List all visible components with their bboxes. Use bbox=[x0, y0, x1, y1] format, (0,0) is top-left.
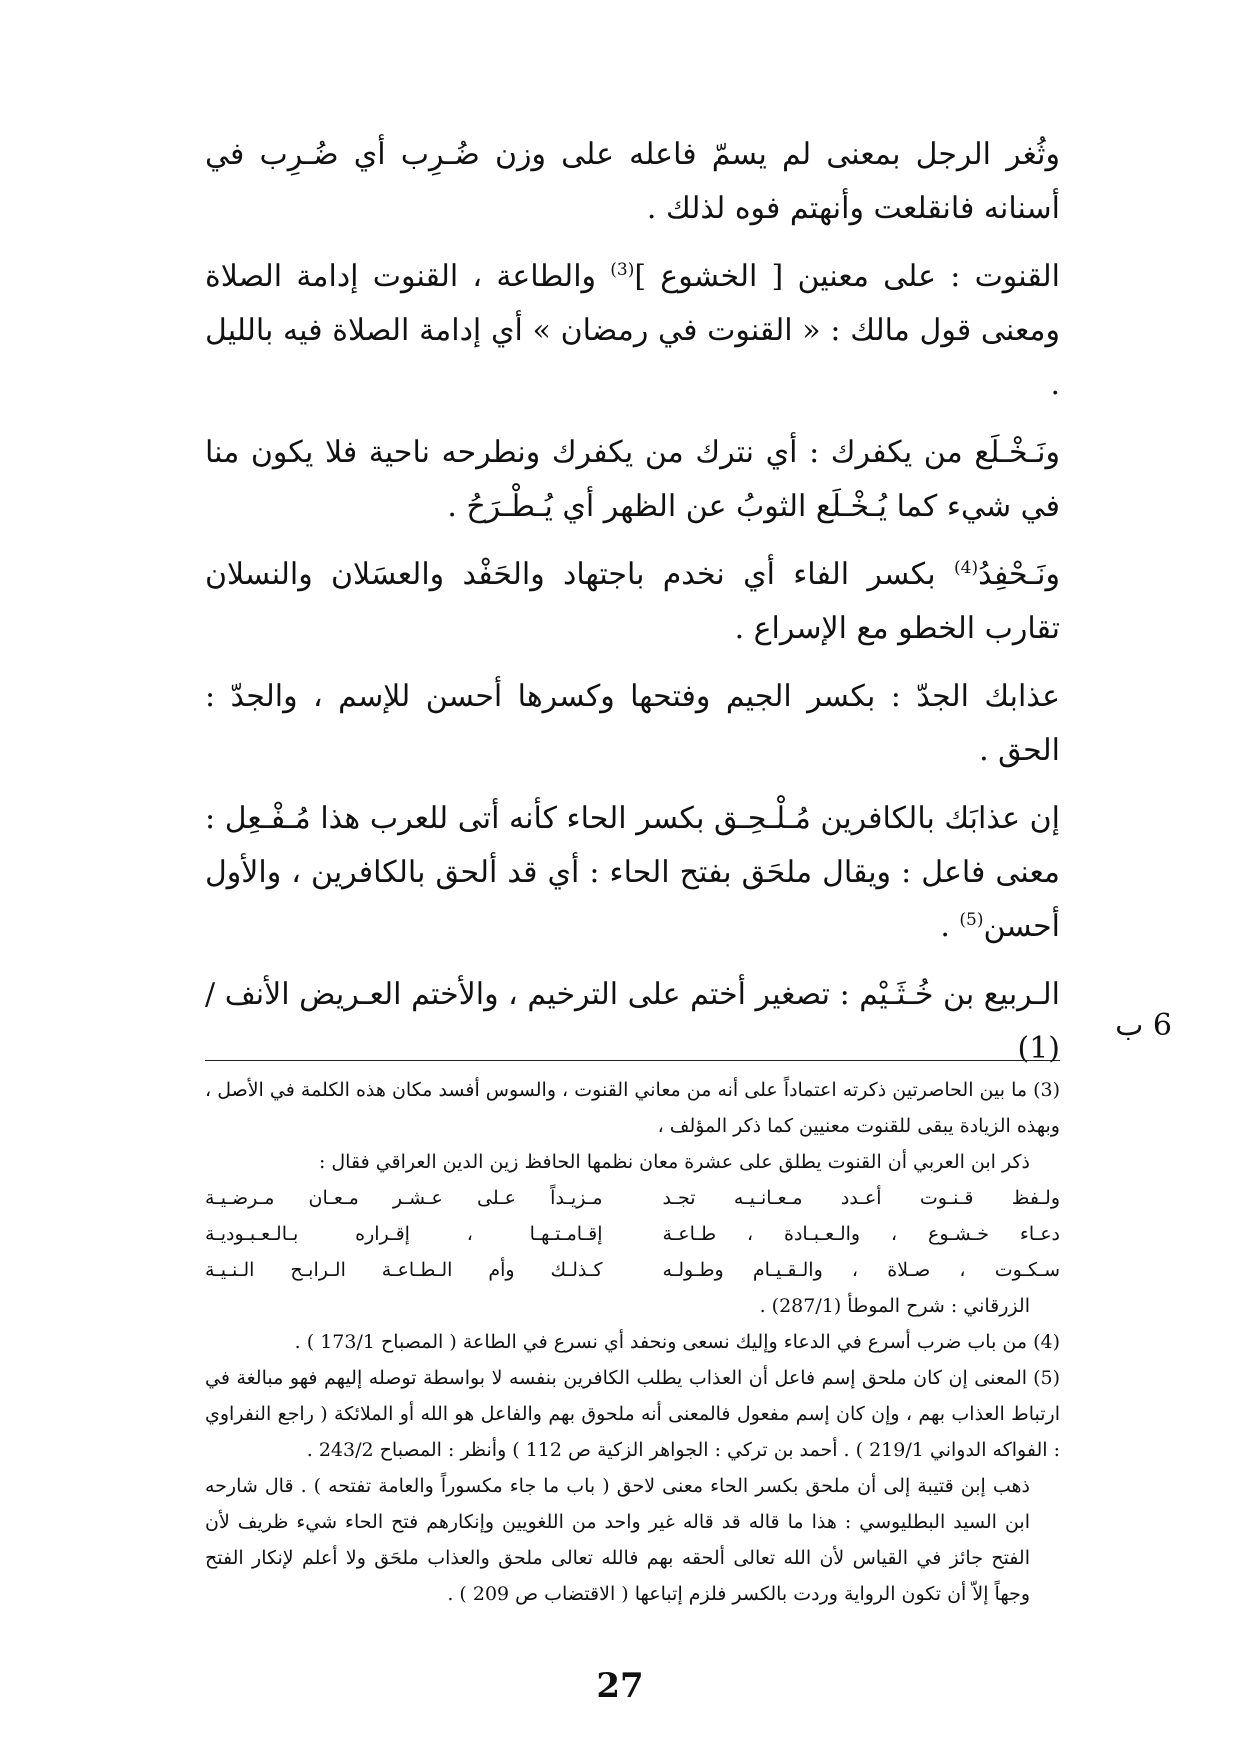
footnote-ref-4[interactable]: (4) bbox=[953, 558, 979, 578]
footnote-5 bbox=[205, 1360, 1060, 1468]
footnote-3-source: الزرقاني : شرح الموطأ (287/1) . bbox=[759, 1295, 1030, 1317]
margin-folio-marker: 6 ب bbox=[1115, 1008, 1172, 1043]
paragraph-mulhiq bbox=[205, 792, 1060, 954]
footnote-3-continuation: ذكر ابن العربي أن القنوت يطلق على عشرة معان نظمها الحافظ زين الدين العراقي فقال : bbox=[318, 1151, 1030, 1173]
mulhiq-text: إن عذابَك بالكافرين مُـلْـحِـق بكسر الحاء كأنه أتى للعرب هذا مُـفْـعِل : معنى فاعل : ويقال ملحَق بفتح الحاء : أي قد ألحق بالكافرين ، والأول أحسن bbox=[205, 801, 1060, 944]
footnote-text: من باب ضرب أسرع في الدعاء وإليك نسعى ونحفد أي نسرع في الطاعة ( المصباح 173/1 ) . bbox=[294, 1331, 1028, 1353]
paragraph-rabi: الـربيع بن خُـثَـيْم : تصغير أختم على الترخيم ، والأختم العـريض الأنف / (1) bbox=[205, 977, 1060, 1066]
mulhiq-end: . bbox=[940, 909, 960, 944]
footnote-ref-5[interactable]: (5) bbox=[959, 910, 984, 930]
page-number: 27 bbox=[596, 1666, 644, 1706]
footnote-3 bbox=[205, 1072, 1060, 1144]
footnote-4 bbox=[205, 1324, 1060, 1360]
nahfid-lead: ونَـحْفِدُ bbox=[978, 557, 1060, 592]
footnote-number: (4) bbox=[1033, 1331, 1060, 1353]
poem-verse bbox=[205, 1180, 1060, 1216]
verse-hemistich: مـزيـداً عـلى عـشـر مـعـان مـرضـيـة bbox=[205, 1187, 603, 1209]
verse-hemistich: دعـاء خـشـوع ، والـعـبـادة ، طـاعـة bbox=[662, 1223, 1060, 1245]
paragraph-thughr: وثُغر الرجل بمعنى لم يسمّ فاعله على وزن ضُـرِب أي ضُـرِب في أسنانه فانقلعت وأنهتم فوه لذلك . bbox=[205, 137, 1060, 226]
poem-verse bbox=[205, 1252, 1060, 1288]
qunut-rest: والطاعة ، القنوت إدامة الصلاة ومعنى قول مالك : « القنوت في رمضان » أي إدامة الصلاة فيه بالليل . bbox=[205, 259, 1060, 402]
footnote-number: (3) bbox=[1033, 1079, 1060, 1101]
paragraph-nakhla: ونَـخْـلَع من يكفرك : أي نترك من يكفرك ونطرحه ناحية فلا يكون منا في شيء كما يُـخْـلَع الثوبُ عن الظهر أي يُـطْـرَحُ . bbox=[205, 435, 1060, 524]
footnote-number: (5) bbox=[1033, 1367, 1060, 1389]
verse-hemistich: ولـفظ قـنـوت أعـدد مـعـانـيـه تجـد bbox=[662, 1187, 1060, 1209]
footnotes bbox=[205, 1072, 1060, 1612]
footnote-divider bbox=[205, 1060, 1060, 1061]
paragraph-qunut bbox=[205, 250, 1060, 412]
verse-hemistich: سـكـوت ، صـلاة ، والـقـيـام وطـولـه bbox=[662, 1259, 1060, 1281]
poem-verse bbox=[205, 1216, 1060, 1252]
footnote-5-continuation: ذهب إبن قتيبة إلى أن ملحق بكسر الحاء معنى لاحق ( باب ما جاء مكسوراً والعامة تفتحه ) . قال شارحه ابن السيد البطليوسي : هذا ما قاله قد قاله غير واحد من اللغويين وإنكارهم فتح الحاء شيء ظريف لأن الفتح جائز في القياس لأن الله تعالى ألحقه بهم فالله تعالى ملحق والعذاب ملحَق ولا أعلم لإنكار الفتح وجهاً إلاّ أن تكون الرواية وردت بالكسر فلزم إتباعها ( الاقتضاب ص 209 ) . bbox=[205, 1475, 1030, 1605]
paragraph-nahfid bbox=[205, 548, 1060, 656]
footnote-ref-3[interactable]: (3) bbox=[610, 260, 635, 280]
footnote-text: ما بين الحاصرتين ذكرته اعتماداً على أنه من معاني القنوت ، والسوس أفسد مكان هذه الكلمة في الأصل ، وبهذه الزيادة يبقى للقنوت معنيين كما ذكر المؤلف ، bbox=[205, 1079, 1060, 1137]
main-text bbox=[205, 128, 1060, 1090]
verse-hemistich: إقـامـتـهـا ، إقـراره بـالـعـبـوديـة bbox=[205, 1223, 603, 1245]
paragraph-jidd: عذابك الجدّ : بكسر الجيم وفتحها وكسرها أحسن للإسم ، والجدّ : الحق . bbox=[205, 679, 1060, 768]
nahfid-rest: بكسر الفاء أي نخدم باجتهاد والحَفْد والعسَلان والنسلان تقارب الخطو مع الإسراع . bbox=[205, 557, 1060, 646]
verse-hemistich: كـذلـك وأم الـطـاعـة الـرابـح الـنـيـة bbox=[205, 1259, 603, 1281]
footnote-text: المعنى إن كان ملحق إسم فاعل أن العذاب يطلب الكافرين بنفسه لا بواسطة توصله إليهم فهو مبالغة في ارتباط العذاب بهم ، وإن كان إسم مفعول فالمعنى أنه ملحوق بهم والفاعل هو الله أو الملائكة ( راجع النفراوي : الفواكه الدواني 219/1 ) . أحمد بن تركي : الجواهر الزكية ص 112 ) وأنظر : المصباح 243/2 . bbox=[205, 1367, 1060, 1461]
qunut-lead: القنوت : على معنين [ الخشوع ] bbox=[634, 259, 1061, 294]
